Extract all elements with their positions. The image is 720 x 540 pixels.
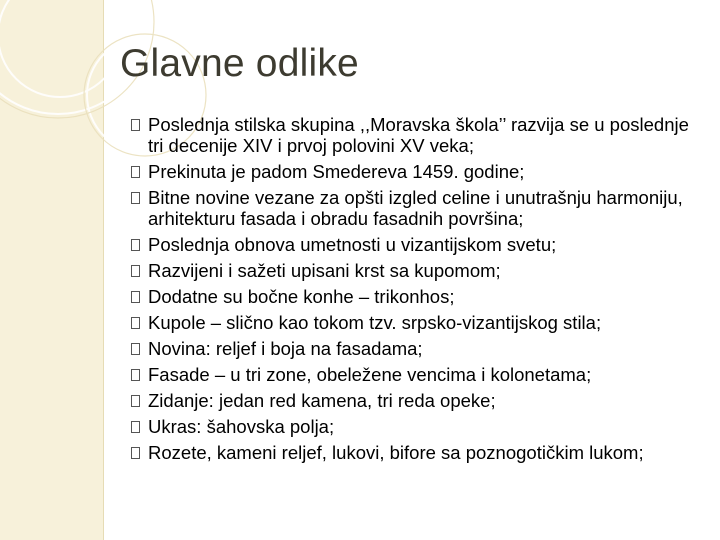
bullet-text: Fasade – u tri zone, obeležene vencima i kolonetama;	[148, 364, 592, 385]
bullet-text: Poslednja stilska skupina ,,Moravska škola’’ razvija se u poslednje tri decenije XIV i prvoj polovini XV veka;	[148, 114, 689, 156]
bullet-text: Dodatne su bočne konhe – trikonhos;	[148, 286, 455, 307]
bullet-item	[130, 312, 700, 333]
side-accent-band	[0, 0, 104, 540]
bullet-item	[130, 364, 700, 385]
bullet-item	[130, 114, 700, 156]
bullet-item	[130, 338, 700, 359]
bullet-text: Novina: reljef i boja na fasadama;	[148, 338, 423, 359]
bullet-text: Prekinuta je padom Smedereva 1459. godine;	[148, 161, 525, 182]
bullet-list	[130, 114, 700, 468]
square-box-icon	[131, 166, 140, 178]
bullet-text: Bitne novine vezane za opšti izgled celine i unutrašnju harmoniju, arhitekturu fasada i obradu fasadnih površina;	[148, 187, 683, 229]
square-box-icon	[131, 343, 140, 355]
square-box-icon	[131, 369, 140, 381]
bullet-text: Rozete, kameni reljef, lukovi, bifore sa poznogotičkim lukom;	[148, 442, 644, 463]
bullet-item	[130, 260, 700, 281]
bullet-item	[130, 234, 700, 255]
square-box-icon	[131, 447, 140, 459]
square-box-icon	[131, 119, 140, 131]
bullet-text: Zidanje: jedan red kamena, tri reda opeke;	[148, 390, 496, 411]
bullet-item	[130, 442, 700, 463]
square-box-icon	[131, 395, 140, 407]
square-box-icon	[131, 192, 140, 204]
bullet-text: Poslednja obnova umetnosti u vizantijskom svetu;	[148, 234, 557, 255]
bullet-item	[130, 161, 700, 182]
square-box-icon	[131, 317, 140, 329]
bullet-item	[130, 187, 700, 229]
square-box-icon	[131, 291, 140, 303]
bullet-item	[130, 416, 700, 437]
bullet-text: Razvijeni i sažeti upisani krst sa kupomom;	[148, 260, 501, 281]
square-box-icon	[131, 421, 140, 433]
bullet-item	[130, 286, 700, 307]
bullet-item	[130, 390, 700, 411]
square-box-icon	[131, 265, 140, 277]
square-box-icon	[131, 239, 140, 251]
slide-title: Glavne odlike	[120, 42, 359, 85]
bullet-text: Kupole – slično kao tokom tzv. srpsko-vizantijskog stila;	[148, 312, 602, 333]
bullet-text: Ukras: šahovska polja;	[148, 416, 335, 437]
side-band-divider	[103, 0, 104, 540]
